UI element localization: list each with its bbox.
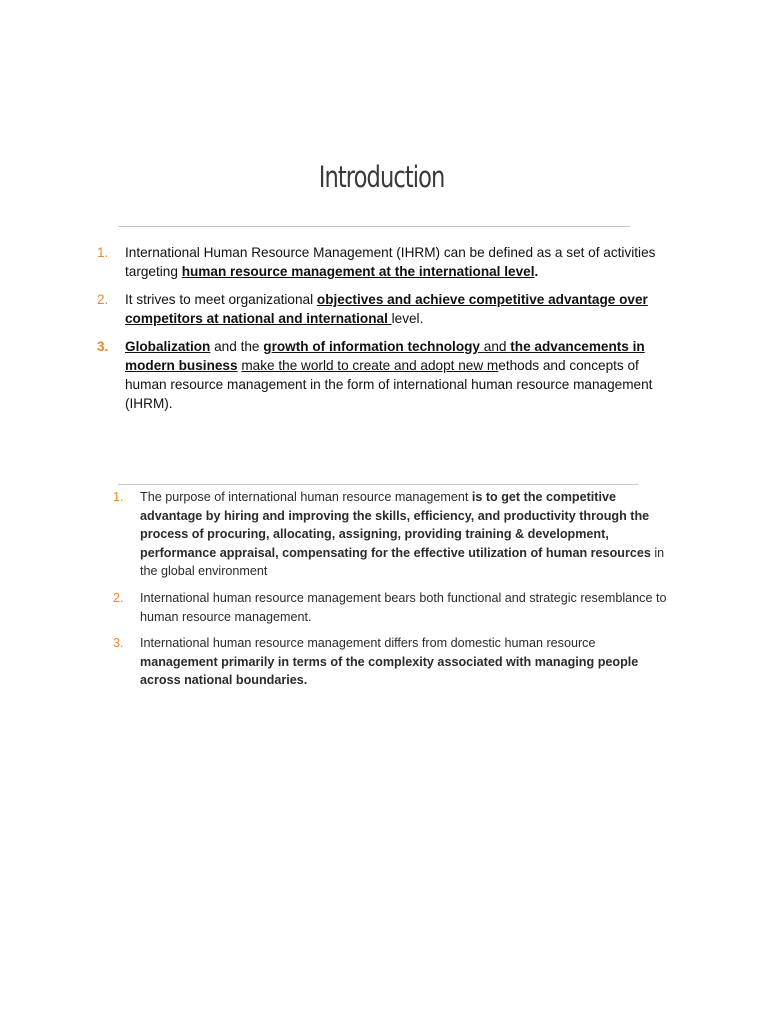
intro-item-2 xyxy=(97,290,677,328)
purpose-item-1 xyxy=(113,488,673,581)
purpose-item-2 xyxy=(113,589,673,626)
intro-list xyxy=(97,243,677,422)
purpose-item-1-end: in the global environment xyxy=(140,545,665,579)
purpose-item-2-number: 2. xyxy=(113,590,124,605)
intro-item-3-number: 3. xyxy=(97,339,109,354)
purpose-item-3-emphasis: management primarily in terms of the complexity associated with managing people across national boundaries. xyxy=(140,654,639,688)
intro-item-3-and-2: and xyxy=(483,339,511,354)
intro-item-2-number: 2. xyxy=(97,292,109,307)
purpose-item-1-emphasis: is to get the competitive advantage by hiring and improving the skills, efficiency, and productivity through the process of procuring, allocating, assigning, providing training & development, performance appraisal, compensating for the effective utilization of human resources xyxy=(140,490,651,560)
intro-item-2-end: level. xyxy=(391,311,424,326)
purpose-item-1-number: 1. xyxy=(113,490,124,504)
intro-item-3 xyxy=(97,337,677,413)
intro-item-3-growth: growth of information technology xyxy=(263,339,484,354)
purpose-item-2-text: International human resource management bears both functional and strategic resemblance to human resource management. xyxy=(140,590,667,624)
purpose-list xyxy=(113,488,673,698)
purpose-item-1-text: The purpose of international human resource management xyxy=(140,490,472,504)
intro-item-1 xyxy=(97,243,677,281)
intro-item-2-text: It strives to meet organizational xyxy=(125,292,317,307)
divider-bottom xyxy=(118,484,638,485)
intro-item-1-text: International Human Resource Management (IHRM) can be defined as a set of activities targeting xyxy=(125,245,656,279)
intro-item-3-make: make the world to create and adopt new m xyxy=(241,358,499,373)
purpose-item-3-text: International human resource management differs from domestic human resource xyxy=(140,636,596,651)
purpose-item-3-number: 3. xyxy=(113,636,124,651)
intro-item-2-emphasis: objectives and achieve competitive advantage over competitors at national and international xyxy=(125,292,648,326)
purpose-item-3 xyxy=(113,634,673,690)
intro-item-3-globalization: Globalization xyxy=(125,339,211,354)
intro-item-1-emphasis: human resource management at the international level xyxy=(181,264,535,279)
intro-item-1-end: . xyxy=(534,264,539,279)
intro-item-3-rest: ethods and concepts of human resource management in the form of international human resource management (IHRM). xyxy=(125,358,653,411)
intro-item-3-and: and the xyxy=(210,339,264,354)
page-title: Introduction xyxy=(318,160,445,194)
intro-item-1-number: 1. xyxy=(97,245,109,260)
divider-top xyxy=(118,226,630,227)
intro-item-3-advancements: the advancements in modern business xyxy=(125,339,645,373)
